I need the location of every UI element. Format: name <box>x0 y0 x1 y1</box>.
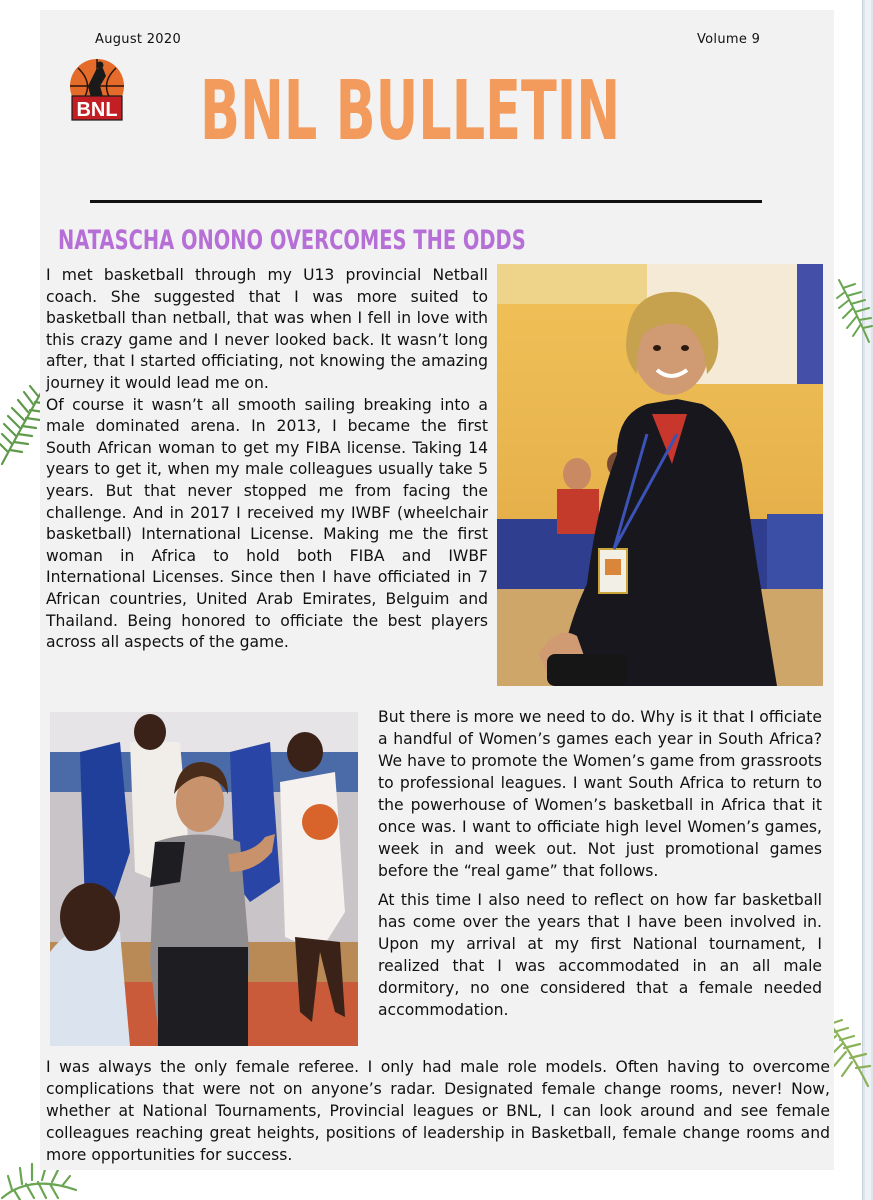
header-divider <box>90 200 762 203</box>
paragraph: At this time I also need to reflect on how far basketball has come over the years that I have been involved in. Upon my arrival at my first National tournament, I realized that I was accommodated in an all male dormitory, no one considered that a female needed accommodation. <box>378 891 822 1019</box>
newsletter-page <box>40 10 834 1170</box>
svg-text:BNL: BNL <box>76 99 118 121</box>
paragraph: Of course it wasn’t all smooth sailing breaking into a male dominated arena. In 2013, I became the first South African woman to get my FIBA license. Taking 14 years to get it, when my male colleagues usually take 5 years. But that never stopped me from facing the challenge. And in 2017 I received my IWBF (wheelchair basketball) International License. Making me the first woman in Africa to hold both FIBA and IWBF International Licenses. Since then I have officiated in 7 African countries, United Arab Emirates, Belguim and Thailand. Being honored to officiate the best players across all aspects of the game. <box>46 395 488 652</box>
article-headline: NATASCHA ONONO OVERCOMES THE ODDS <box>58 225 526 256</box>
paragraph: But there is more we need to do. Why is it that I officiate a handful of Women’s games each year in South Africa? We have to promote the Women’s game from grassroots to professional leagues. I want South Africa to return to the powerhouse of Women’s basketball in Africa that it once was. I want to officiate high level Women’s games, week in and week out. Not just promotional games before the “real game” that follows. <box>378 708 822 880</box>
article-column-1 <box>46 265 488 654</box>
palm-leaf-right-top-icon <box>835 276 873 346</box>
issue-date: August 2020 <box>95 32 182 47</box>
paragraph: I met basketball through my U13 provincial Netball coach. She suggested that I was more suited to basketball than netball, that was when I fell in love with this crazy game and I never looked back. It wasn’t long after, that I started officiating, not knowing the amazing journey it would lead me on. <box>46 266 488 392</box>
issue-volume: Volume 9 <box>697 32 761 47</box>
bnl-logo <box>66 56 128 124</box>
paragraph: I was always the only female referee. I only had male role models. Often having to overcome complications that were not on anyone’s radar. Designated female change rooms, never! Now, whether at National Tournaments, Provincial leagues or BNL, I can look around and see female colleagues reaching great heights, positions of leadership in Basketball, female change rooms and more opportunities for success. <box>46 1058 830 1164</box>
article-column-2 <box>378 706 822 1021</box>
referee-on-court-photo <box>50 712 358 1046</box>
masthead-title: BNL BULLETIN <box>200 64 621 159</box>
referee-portrait-photo <box>497 264 823 686</box>
article-closing-paragraph <box>46 1056 830 1166</box>
